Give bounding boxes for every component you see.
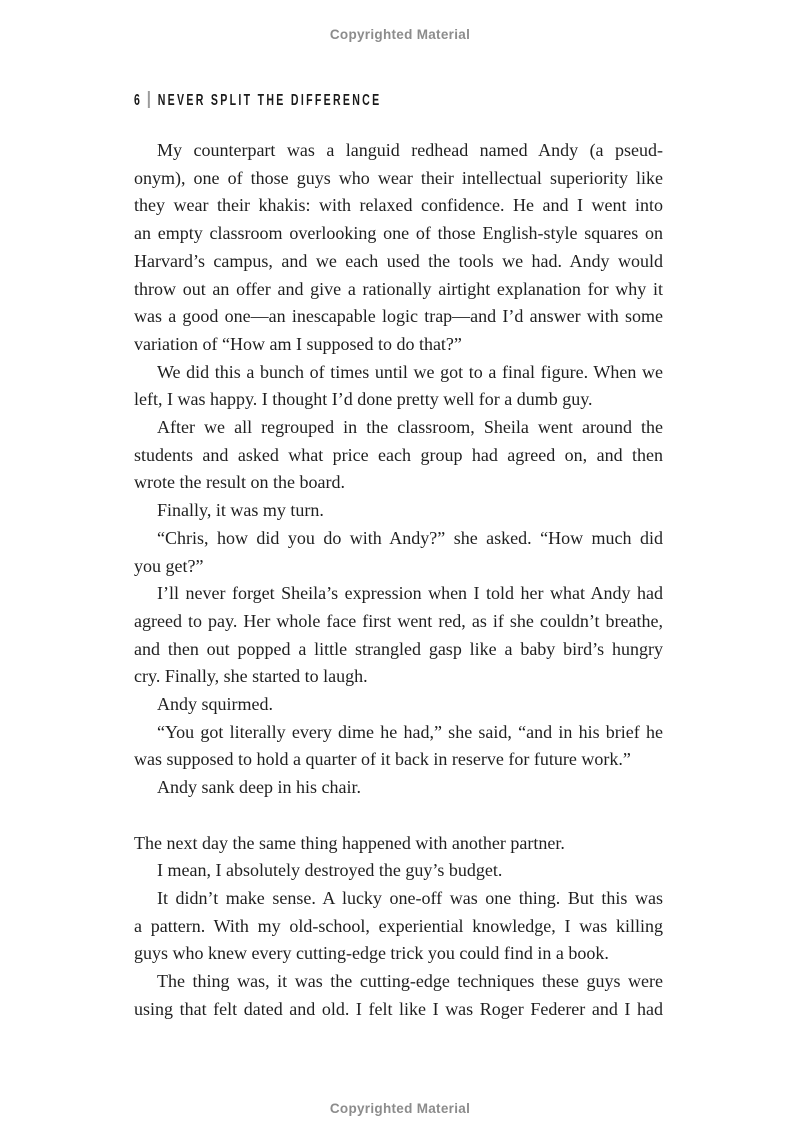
copyright-notice-top: Copyrighted Material	[329, 27, 471, 42]
text-line: Finally, it was my turn.	[157, 500, 324, 521]
text-line: Andy sank deep in his chair.	[157, 777, 361, 798]
section-break	[134, 802, 663, 830]
text-line: variation of “How am I supposed to do that?”	[134, 333, 462, 354]
body-text	[134, 137, 663, 1023]
text-line: “Chris, how did you do with Andy?” she asked. “How much did	[157, 527, 663, 548]
copyright-notice-bottom: Copyrighted Material	[329, 1101, 471, 1116]
text-line: I mean, I absolutely destroyed the guy’s budget.	[157, 860, 503, 881]
text-line: was a good one—an inescapable logic trap—and I’d answer with some	[134, 306, 663, 327]
text-line: cry. Finally, she started to laugh.	[134, 666, 368, 687]
text-line: Andy squirmed.	[157, 694, 273, 715]
text-line: they wear their khakis: with relaxed confidence. He and I went into	[134, 195, 663, 216]
text-line: guys who knew every cutting-edge trick you could find in a book.	[134, 943, 609, 964]
text-line: was supposed to hold a quarter of it back in reserve for future work.”	[134, 749, 631, 770]
text-line: wrote the result on the board.	[134, 472, 345, 493]
book-title: NEVER SPLIT THE DIFFERENCE	[157, 92, 382, 109]
text-line: I’ll never forget Sheila’s expression when I told her what Andy had	[157, 583, 663, 604]
text-line: After we all regrouped in the classroom, Sheila went around the	[157, 417, 663, 438]
text-line: The thing was, it was the cutting-edge techniques these guys were	[157, 971, 663, 992]
text-line: We did this a bunch of times until we got to a final figure. When we	[157, 361, 663, 382]
text-line: a pattern. With my old-school, experiential knowledge, I was killing	[134, 915, 663, 936]
text-line: you get?”	[134, 555, 204, 576]
text-line: Harvard’s campus, and we each used the tools we had. Andy would	[134, 250, 663, 271]
text-line: It didn’t make sense. A lucky one-off was one thing. But this was	[157, 887, 663, 908]
text-line: throw out an offer and give a rationally airtight explanation for why it	[134, 278, 663, 299]
text-line: students and asked what price each group had agreed on, and then	[134, 444, 663, 465]
page-number: 6	[134, 92, 140, 109]
text-line: My counterpart was a languid redhead named Andy (a pseud-	[157, 140, 663, 160]
text-line: left, I was happy. I thought I’d done pretty well for a dumb guy.	[134, 389, 593, 410]
text-line: “You got literally every dime he had,” she said, “and in his brief he	[157, 721, 663, 742]
text-line: using that felt dated and old. I felt like I was Roger Federer and I had	[134, 998, 663, 1019]
text-line: agreed to pay. Her whole face first went red, as if she couldn’t breathe,	[134, 610, 663, 631]
text-line: an empty classroom overlooking one of those English-style squares on	[134, 223, 663, 244]
running-header	[134, 91, 381, 110]
text-line: onym), one of those guys who wear their intellectual superiority like	[134, 167, 663, 188]
text-line: and then out popped a little strangled gasp like a baby bird’s hungry	[134, 638, 663, 659]
text-line: The next day the same thing happened with another partner.	[134, 832, 565, 853]
header-separator-bar	[148, 91, 150, 108]
